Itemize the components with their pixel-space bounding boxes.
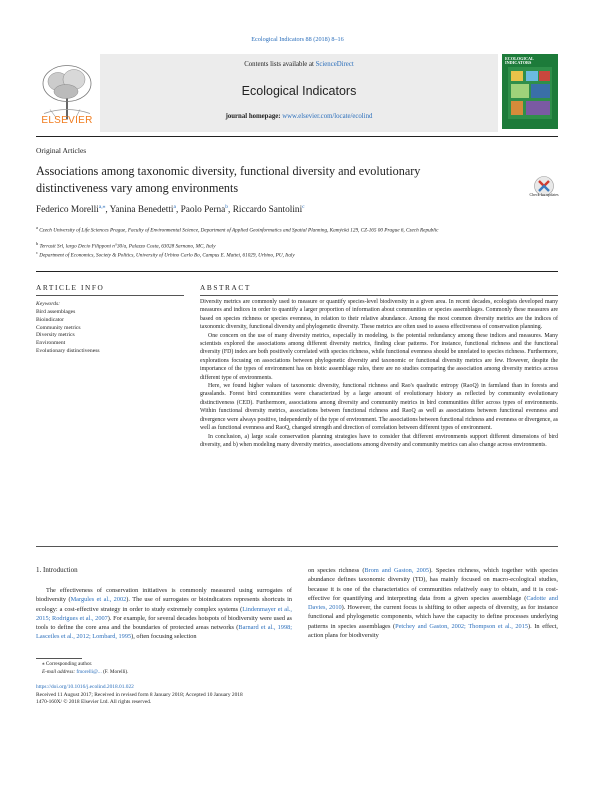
text-run: on species richness ( [308, 567, 365, 574]
author-name[interactable]: Yanina Benedetti [109, 205, 174, 216]
text-run: ). In effect, action plans for biodiversity [308, 622, 558, 640]
author-sup[interactable]: c [302, 204, 305, 210]
citation-link[interactable]: Cadotte and Davies, 2010 [308, 594, 558, 612]
journal-homepage [100, 113, 498, 120]
intro-left-column [36, 586, 292, 642]
email-line [36, 668, 128, 676]
keyword: Bird assemblages [36, 309, 76, 315]
keyword: Environment [36, 340, 66, 347]
contents-prefix: Contents lists available at [244, 61, 316, 68]
abstract-body [200, 298, 558, 449]
author-name[interactable]: Federico Morelli [36, 205, 99, 216]
keyword: Bioindicator [36, 316, 64, 323]
header-rule [36, 136, 558, 137]
affiliation-text: Terrasit Srl, largo Decio Filipponi n°30/a, Palazzo Costa, 63028 Sarnano, MC, Italy [39, 243, 216, 250]
affiliation-sup: a [36, 225, 38, 230]
copyright: 1470-160X/ © 2018 Elsevier Ltd. All rights reserved. [36, 699, 152, 706]
journal-reference[interactable]: Ecological Indicators 88 (2018) 8–16 [251, 36, 344, 43]
corresponding-author: ⁎ Corresponding author. [42, 661, 93, 667]
affiliation [36, 224, 516, 236]
affiliation-sup: c [36, 250, 38, 255]
abstract-paragraph: In conclusion, a) large scale conservation planning strategies have to consider that different environments support different dimensions of bird diversity, and b) when modeling many diversity metrics, associations among diversity and community metrics can also change across environments. [200, 433, 558, 448]
text-run: The effectiveness of conservation initiatives is commonly measured using surrogates of biodiversity ( [36, 587, 292, 604]
text-run: ). However, the current focus is shifting to other aspects of diversity, as for instance functional and phylogenetic components, which have the capacity to define processes underlying patterns in species assemblages ( [308, 604, 558, 630]
cover-artwork [508, 67, 552, 119]
footnote-rule [36, 658, 82, 659]
author-list: Federico Morelli$^{a,⁎}$, Yanina Benedetti$^a$, Paolo Perna$^b$, Riccardo Santolini$^c$ [36, 204, 305, 216]
intro-right-column [308, 566, 558, 640]
citation-link[interactable]: Petchey and Gaston, 2002; Thompson et al., 2015 [395, 622, 529, 630]
email-suffix: (F. Morelli). [101, 669, 129, 675]
abstract-paragraph: One concern on the use of many diversity metrics, especially in modeling, is the potential redundancy among these indices and measures. Many scientists explored the associations among different diversity metrics, finding clear patterns. For instance, functional richness and the functional diversity (FD) index are both positively correlated with species richness, while functional evenness should be unrelated to species richness. Furthermore, explorations focusing on associations between phylogenetic diversity and taxonomic or functional diversity metrics are few. However, despite the importance of the types of environment has on biotic assemblage rules, there are no studies comparing the association among diversity metrics across different type of environments. [200, 332, 558, 381]
keyword: Community metrics [36, 324, 81, 331]
author-sup[interactable]: a,⁎ [98, 204, 106, 210]
article-type: Original Articles [36, 146, 87, 155]
email-link[interactable]: fmorelli@... [76, 669, 102, 675]
abstract-paragraph: Here, we found higher values of taxonomic diversity, functional richness and Rao's quadratic entropy (RaoQ) in farmland than in forests and grasslands. Forest bird communities were characterized by a large amount of evolutionary history as reflected by community evolutionary distinctiveness (CED). Furthermore, associations among diversity and community metrics in bird communities differ across types of environments. Within functional diversity metrics, associations between functional richness and RaoQ as well as associations between functional evenness and divergence were always positive, independently of the type of environment. The associations between functional richness and evenness or divergence, as well as functional evenness and RaoQ, changed strength and direction of correlation between different types of environment. [200, 383, 558, 432]
email-label: E-mail address: [42, 669, 77, 675]
text-run: ), often focusing selection [131, 633, 197, 641]
citation-link[interactable]: Brom and Gaston, 2005 [364, 567, 430, 574]
elsevier-wordmark: ELSEVIER [41, 115, 93, 126]
intro-paragraph [36, 586, 292, 642]
cover-title: ECOLOGICAL INDICATORS [505, 56, 534, 66]
intro-paragraph [308, 566, 558, 640]
text-run: ). For example, for several decades hotspots of biodiversity were used as tools to define the core area and the boundaries of protected areas networks ( [36, 614, 292, 632]
received-dates: Received 11 August 2017; Received in revised form 8 January 2018; Accepted 10 January 2018 [36, 691, 243, 698]
info-rule [36, 295, 184, 296]
author-sup[interactable]: b [225, 204, 229, 210]
keywords-list [36, 309, 100, 356]
author-sup[interactable]: a [173, 204, 176, 210]
contents-line [100, 61, 498, 68]
affiliation [36, 249, 516, 261]
homepage-url[interactable]: www.elsevier.com/locate/ecolind [282, 113, 373, 120]
author-name[interactable]: Riccardo Santolini [232, 205, 303, 216]
title-rule [36, 271, 558, 272]
corresponding-footnote [36, 660, 128, 676]
text-run: ). The use of surrogates or bioindicators represents shortcuts in ecology: a cost-effective strategy in order to study extremely complex systems ( [36, 596, 292, 613]
crossmark-label[interactable]: Check for updates [529, 192, 559, 197]
abstract-paragraph: Diversity metrics are commonly used to measure or quantify species-level biodiversity in a given area. In recent decades, ecologists developed many measures and indices in order to quantify a larger proportion of information about communities or species assemblages. Commonly these measures are based on species richness or species evenness, in relation to their relative abundance. Among the most common diversity metrics are the indices of taxonomic diversity, functional diversity and phylogenetic diversity. These metrics are often used to assess effectiveness of conservation planning. [200, 299, 558, 331]
article-title: Associations among taxonomic diversity, functional diversity and evolutionary distinctiveness vary among environments [36, 164, 421, 195]
author-name[interactable]: Paolo Perna [180, 205, 226, 216]
abstract-bottom-rule [36, 546, 558, 547]
keyword: Diversity metrics [36, 332, 75, 339]
homepage-label: journal homepage: [225, 113, 283, 120]
citation-link[interactable]: Lindenmayer et al., 2015; Rodrigues et al., 2007 [36, 605, 292, 622]
abstract-heading: ABSTRACT [200, 283, 251, 292]
sciencedirect-link[interactable]: ScienceDirect [315, 61, 354, 68]
affiliation-text: Czech University of Life Sciences Prague, Faculty of Environmental Science, Department of Applied Geoinformatics and Spatial Planning, Kamýcká 129, CZ-165 00 Prague 6, Czech Republic [39, 227, 439, 234]
keyword: Evolutionary distinctiveness [36, 347, 100, 354]
affiliation-sup: b [36, 241, 39, 246]
text-run: ). Species richness, which together with species abundance defines taxonomic diversity (TD), has mainly focused on macro-ecological studies, because it is one of the characteristics of communities relatively easy to obtain, and it is cost-effective for quantifying and interpreting data from a given species assemblage ( [308, 567, 558, 602]
publication-info [36, 684, 243, 707]
abstract-rule [200, 295, 558, 296]
affiliation-text: Department of Economics, Society & Politics, University of Urbino Carlo Bo, Campus E. Mattei, 61029, Urbino, PU, Italy [39, 252, 295, 259]
citation-link[interactable]: Margules et al., 2002 [70, 596, 127, 604]
citation-link[interactable]: Barnard et al., 1998; Lasceiles et al., 2012; Lombard, 1995 [36, 624, 292, 641]
section-heading-introduction: 1. Introduction [36, 566, 78, 574]
doi-link[interactable]: https://doi.org/10.1016/j.ecolind.2018.01.022 [36, 684, 134, 690]
article-info-heading: ARTICLE INFO [36, 283, 105, 292]
keywords-label: Keywords: [36, 301, 61, 307]
journal-title: Ecological Indicators [241, 84, 357, 98]
